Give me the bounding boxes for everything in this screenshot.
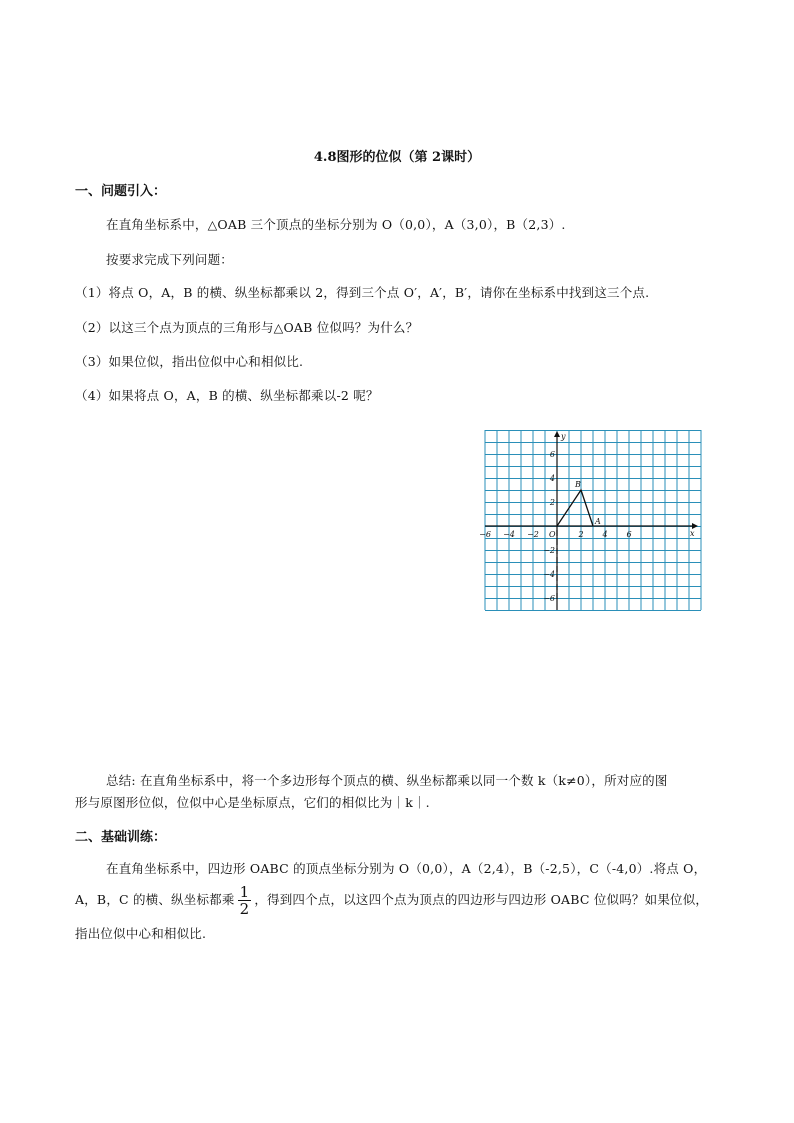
section2-line-2 xyxy=(75,884,708,917)
page-title: 4.8图形的位似（第 2课时） xyxy=(313,150,481,165)
section2-line-2a: A，B，C 的横、纵坐标都乘 xyxy=(75,892,235,907)
section2-line-3: 指出位似中心和相似比. xyxy=(75,926,207,941)
section2-line-1: 在直角坐标系中，四边形 OABC 的顶点坐标分别为 O（0,0），A（2,4），B（-2,5），C（-4,0）.将点 O， xyxy=(106,861,707,876)
section1-task: 按要求完成下列问题： xyxy=(106,252,234,267)
point-b-label: B xyxy=(575,480,581,489)
section1-intro: 在直角坐标系中，△OAB 三个顶点的坐标分别为 O（0,0），A（3,0），B（2,3）. xyxy=(106,217,566,232)
x-tick-label: −4 xyxy=(503,530,515,539)
question-3: （3）如果位似，指出位似中心和相似比. xyxy=(75,354,304,369)
y-tick-label: 6 xyxy=(549,450,555,459)
y-tick-label: −2 xyxy=(543,546,555,555)
summary-line-2: 形与原图形位似，位似中心是坐标原点，它们的相似比为｜k｜. xyxy=(75,795,430,810)
x-tick-label: 6 xyxy=(626,530,632,539)
section2-heading: 二、基础训练： xyxy=(75,830,167,845)
fraction-numerator: 1 xyxy=(239,883,250,901)
fraction-one-half xyxy=(238,884,252,917)
y-tick-label: −4 xyxy=(543,570,555,579)
y-axis-arrow xyxy=(554,431,560,437)
grid-lines xyxy=(485,430,701,611)
tick-labels xyxy=(479,432,695,603)
triangle-oab xyxy=(557,490,593,526)
section1-heading: 一、问题引入： xyxy=(75,184,167,199)
fraction-denominator: 2 xyxy=(239,900,250,918)
x-axis-label: x xyxy=(690,529,695,538)
summary-line-1: 总结: 在直角坐标系中，将一个多边形每个顶点的横、纵坐标都乘以同一个数 k（k≠0），所对应的图 xyxy=(106,773,668,788)
y-tick-label: −6 xyxy=(543,594,555,603)
point-a-label: A xyxy=(595,517,601,526)
x-tick-label: −6 xyxy=(479,530,491,539)
origin-label: O xyxy=(549,530,556,539)
y-axis-label: y xyxy=(561,432,566,441)
section2-line-2b: ，得到四个点，以这四个点为顶点的四边形与四边形 OABC 位似吗？如果位似， xyxy=(254,892,709,907)
question-4: （4）如果将点 O，A，B 的横、纵坐标都乘以-2 呢？ xyxy=(75,388,379,403)
question-1: （1）将点 O，A，B 的横、纵坐标都乘以 2，得到三个点 O′，A′，B′，请你在坐标系中找到这三个点. xyxy=(75,285,650,300)
x-tick-label: 4 xyxy=(602,530,608,539)
x-tick-label: 2 xyxy=(578,530,584,539)
coordinate-grid-figure xyxy=(479,430,700,610)
question-2: （2）以这三个点为顶点的三角形与△OAB 位似吗？为什么？ xyxy=(75,320,419,335)
y-tick-label: 2 xyxy=(549,498,555,507)
triangle-sides xyxy=(557,490,593,526)
x-tick-label: −2 xyxy=(527,530,539,539)
y-tick-label: 4 xyxy=(549,474,555,483)
